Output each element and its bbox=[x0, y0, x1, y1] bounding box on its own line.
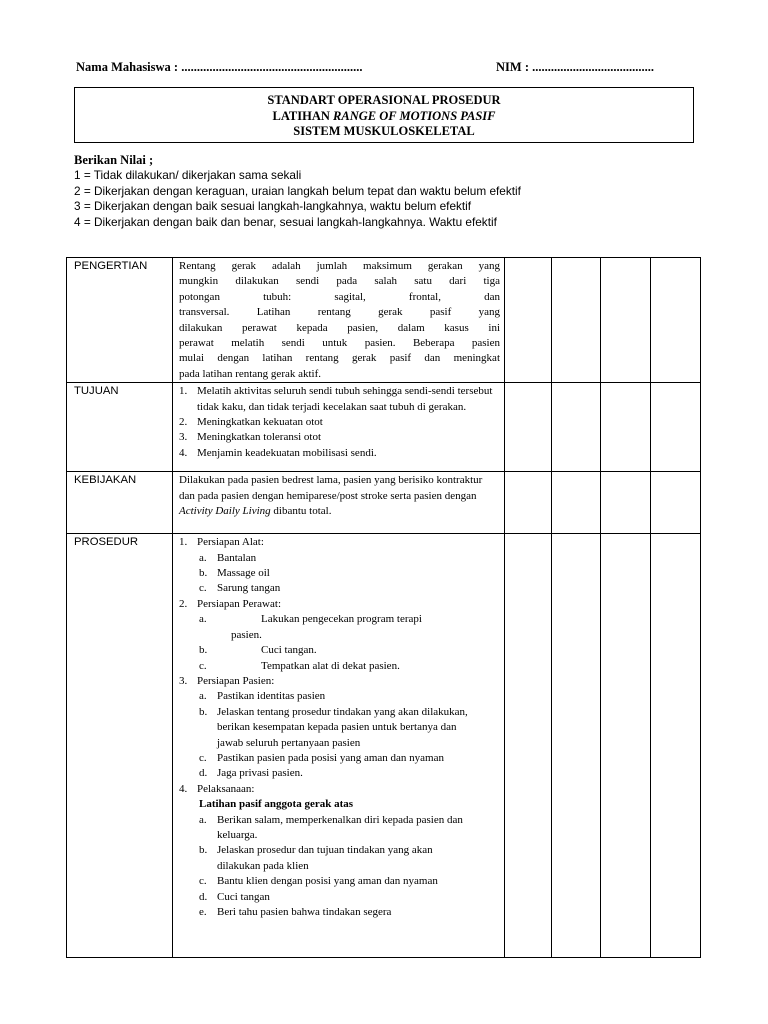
item-letter: b. bbox=[199, 567, 208, 580]
scoring-legend bbox=[74, 153, 694, 230]
pengertian-line: Rentang gerak adalah jumlah maksimum gerakan yang bbox=[179, 260, 500, 272]
score-cell[interactable] bbox=[651, 472, 701, 534]
item-text: Cuci tangan. bbox=[261, 644, 317, 657]
score-cell[interactable] bbox=[601, 534, 651, 958]
section-heading bbox=[179, 674, 500, 689]
section-heading bbox=[179, 782, 500, 797]
score-cell[interactable] bbox=[505, 383, 552, 472]
score-2: 2 = Dikerjakan dengan keraguan, uraian langkah belum tepat dan waktu belum efektif bbox=[74, 183, 521, 198]
list-item bbox=[199, 566, 500, 581]
score-cell[interactable] bbox=[505, 472, 552, 534]
list-item bbox=[199, 813, 500, 844]
section-heading bbox=[179, 535, 500, 550]
item-letter: d. bbox=[199, 767, 208, 780]
score-cell[interactable] bbox=[505, 534, 552, 958]
item-text: Pastikan pasien pada posisi yang aman dan nyaman bbox=[217, 751, 444, 764]
item-letter: b. bbox=[199, 705, 208, 718]
item-text: Pastikan identitas pasien bbox=[217, 690, 326, 703]
score-cell[interactable] bbox=[651, 258, 701, 383]
row-pengertian bbox=[67, 258, 701, 383]
pengertian-line: mulai dengan latihan rentang gerak pasif dan meningkat bbox=[179, 352, 500, 365]
title-line-1: STANDART OPERASIONAL PROSEDUR bbox=[267, 93, 501, 107]
section-number: 1. bbox=[179, 536, 188, 549]
kebijakan-suffix: dibantu total. bbox=[270, 505, 332, 518]
item-letter: a. bbox=[199, 551, 207, 564]
list-item bbox=[199, 705, 500, 751]
score-cell[interactable] bbox=[651, 534, 701, 958]
item-text: Lakukan pengecekan program terapi bbox=[261, 613, 422, 626]
section-heading bbox=[179, 597, 500, 612]
item-letter: b. bbox=[199, 644, 208, 657]
score-4: 4 = Dikerjakan dengan baik dan benar, sesuai langkah-langkahnya. Waktu efektif bbox=[74, 214, 497, 229]
score-cell[interactable] bbox=[552, 258, 601, 383]
row-tujuan bbox=[67, 383, 701, 472]
item-letter: b. bbox=[199, 844, 208, 857]
section-title: Persiapan Pasien: bbox=[197, 674, 275, 687]
list-item bbox=[199, 751, 500, 766]
pengertian-line: mungkin dilakukan sendi pada salah satu dari tiga bbox=[179, 275, 500, 288]
item-letter: a. bbox=[199, 613, 207, 626]
list-item bbox=[199, 766, 500, 781]
score-cell[interactable] bbox=[552, 534, 601, 958]
score-cell[interactable] bbox=[601, 472, 651, 534]
title-line-3: SISTEM MUSKULOSKELETAL bbox=[293, 124, 475, 138]
label-pengertian: PENGERTIAN bbox=[67, 258, 173, 383]
scoring-heading: Berikan Nilai ; bbox=[74, 153, 154, 167]
score-cell[interactable] bbox=[505, 258, 552, 383]
pengertian-line: pada latihan rentang gerak aktif. bbox=[179, 367, 322, 380]
pengertian-line: potongan tubuh: sagital, frontal, dan bbox=[179, 290, 500, 303]
student-nim-field: NIM : ....................................... bbox=[496, 60, 654, 74]
kebijakan-main: Dilakukan pada pasien bedrest lama, pasien yang berisiko kontraktur dan pada pasien dengan hemiparese/post stroke serta pasien dengan bbox=[179, 474, 483, 502]
item-text: Tempatkan alat di dekat pasien. bbox=[261, 659, 400, 672]
list-item bbox=[199, 551, 500, 566]
item-number: 4. bbox=[179, 446, 188, 459]
item-text: Massage oil bbox=[217, 567, 270, 580]
item-text: Jelaskan prosedur dan tujuan tindakan yang akan dilakukan pada klien bbox=[217, 844, 433, 872]
pengertian-line: dilakukan perawat kepada pasien, dalam kasus ini bbox=[179, 321, 500, 334]
title-line-2-italic: RANGE OF MOTIONS PASIF bbox=[333, 108, 496, 123]
list-item bbox=[199, 659, 500, 674]
label-prosedur: PROSEDUR bbox=[67, 534, 173, 958]
student-name-field: Nama Mahasiswa : .......................................................... bbox=[76, 60, 363, 74]
item-number: 3. bbox=[179, 431, 188, 444]
pengertian-line: transversal. Latihan rentang gerak pasif yang bbox=[179, 306, 500, 319]
list-item bbox=[199, 689, 500, 704]
list-item bbox=[179, 384, 500, 415]
list-item bbox=[179, 446, 500, 461]
score-cell[interactable] bbox=[651, 383, 701, 472]
section-title: Pelaksanaan: bbox=[197, 782, 255, 795]
item-letter: a. bbox=[199, 813, 207, 826]
kebijakan-italic: Activity Daily Living bbox=[179, 505, 271, 518]
row-kebijakan bbox=[67, 472, 701, 534]
list-item bbox=[179, 415, 500, 430]
item-text: Menjamin keadekuatan mobilisasi sendi. bbox=[197, 446, 377, 459]
pengertian-text bbox=[173, 258, 505, 383]
item-text: Bantu klien dengan posisi yang aman dan nyaman bbox=[217, 875, 438, 888]
item-text: Meningkatkan toleransi otot bbox=[197, 431, 322, 444]
section-title: Persiapan Perawat: bbox=[197, 597, 281, 610]
item-text: Melatih aktivitas seluruh sendi tubuh sehingga sendi-sendi tersebut tidak kaku, dan tidak terjadi kecelakan saat tubuh di gerakan. bbox=[197, 385, 493, 413]
sop-table bbox=[66, 257, 701, 958]
title-line-2-prefix: LATIHAN bbox=[272, 108, 334, 123]
item-letter: c. bbox=[199, 659, 207, 672]
list-item bbox=[199, 874, 500, 889]
section-number: 4. bbox=[179, 782, 188, 795]
item-letter: c. bbox=[199, 582, 207, 595]
section-number: 3. bbox=[179, 674, 188, 687]
item-letter: d. bbox=[199, 890, 208, 903]
item-text: Cuci tangan bbox=[217, 890, 270, 903]
prosedur-list bbox=[173, 534, 505, 958]
list-item bbox=[199, 612, 500, 627]
subsection-title: Latihan pasif anggota gerak atas bbox=[199, 798, 354, 811]
item-letter: e. bbox=[199, 906, 207, 918]
label-kebijakan: KEBIJAKAN bbox=[67, 472, 173, 534]
score-cell[interactable] bbox=[552, 472, 601, 534]
item-number: 1. bbox=[179, 385, 188, 398]
item-text: Berikan salam, memperkenalkan diri kepada pasien dan keluarga. bbox=[217, 813, 463, 841]
item-text: Bantalan bbox=[217, 551, 257, 564]
title-line-2 bbox=[75, 109, 693, 125]
item-number: 2. bbox=[179, 416, 188, 429]
item-text: Sarung tangan bbox=[217, 582, 281, 595]
item-text: Jelaskan tentang prosedur tindakan yang akan dilakukan, berikan kesempatan kepada pasien untuk bertanya dan jawab seluruh pertanyaan pasien bbox=[217, 705, 468, 749]
list-item bbox=[199, 890, 500, 905]
list-item bbox=[199, 843, 500, 874]
item-text: Beri tahu pasien bahwa tindakan segera bbox=[217, 906, 392, 918]
section-number: 2. bbox=[179, 597, 188, 610]
item-text-continued: pasien. bbox=[231, 628, 262, 641]
score-cell[interactable] bbox=[552, 383, 601, 472]
score-cell[interactable] bbox=[601, 258, 651, 383]
list-item bbox=[199, 905, 500, 920]
score-3: 3 = Dikerjakan dengan baik sesuai langkah-langkahnya, waktu belum efektif bbox=[74, 199, 472, 214]
item-letter: a. bbox=[199, 690, 207, 703]
pengertian-line: perawat melatih sendi untuk pasien. Beberapa pasien bbox=[179, 337, 500, 350]
score-1: 1 = Tidak dilakukan/ dikerjakan sama sekali bbox=[74, 168, 302, 183]
score-cell[interactable] bbox=[601, 383, 651, 472]
tujuan-list bbox=[173, 383, 505, 472]
list-item bbox=[199, 643, 500, 658]
label-tujuan: TUJUAN bbox=[67, 383, 173, 472]
document-title-box bbox=[74, 87, 694, 143]
list-item bbox=[199, 581, 500, 596]
list-item bbox=[179, 430, 500, 445]
item-text: Jaga privasi pasien. bbox=[217, 767, 303, 780]
kebijakan-text bbox=[173, 472, 505, 534]
item-letter: c. bbox=[199, 875, 207, 888]
row-prosedur bbox=[67, 534, 701, 958]
section-title: Persiapan Alat: bbox=[197, 536, 264, 549]
item-text: Meningkatkan kekuatan otot bbox=[197, 416, 323, 429]
item-letter: c. bbox=[199, 751, 207, 764]
